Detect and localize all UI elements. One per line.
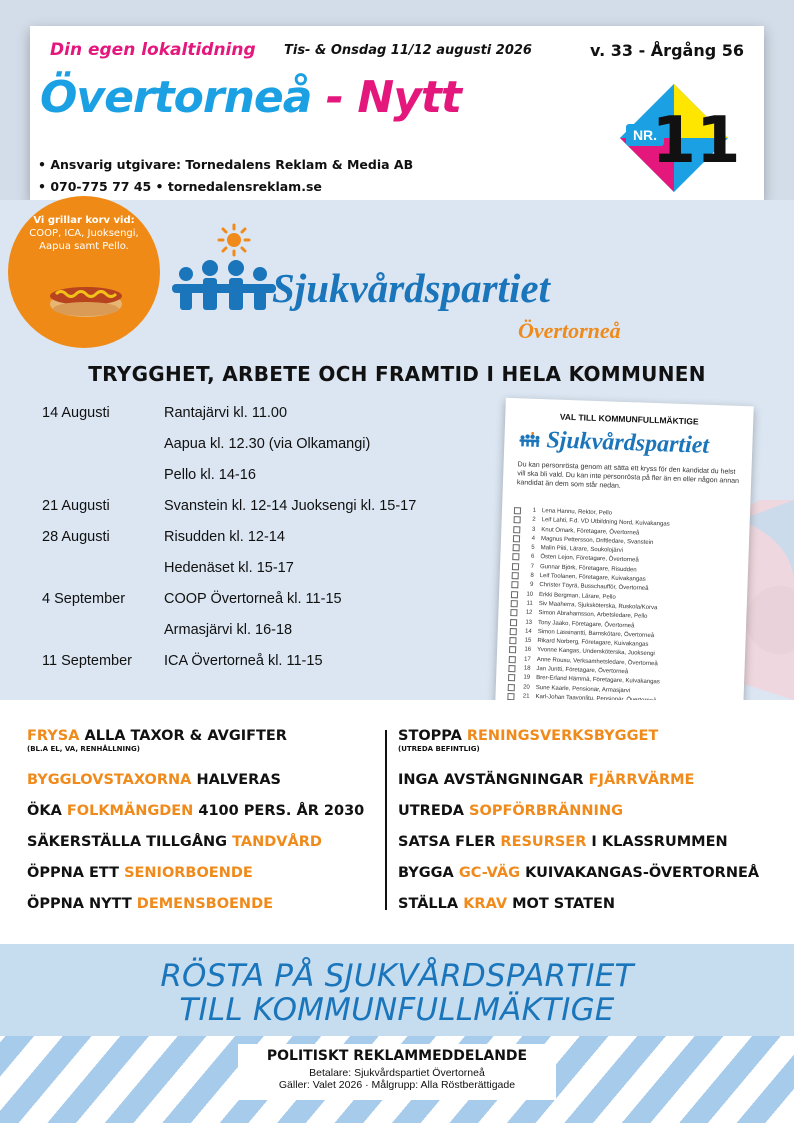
title-main: Övertorneå <box>40 72 312 123</box>
candidate-name: Brer-Erland Hämmä, Företagare, Kuivakangas <box>536 675 660 686</box>
policy-highlight: SOPFÖRBRÄNNING <box>469 803 623 819</box>
policy-text: UTREDA <box>398 803 470 819</box>
schedule-row <box>42 405 482 436</box>
candidate-name: Tony Jaako, Företagare, Övertorneå <box>537 619 635 629</box>
title-nytt: Nytt <box>357 72 461 123</box>
policy-highlight: SENIORBOENDE <box>124 865 253 881</box>
candidate-checkbox <box>511 581 518 588</box>
ballot-instructions: Du kan personrösta genom att sätta ett kryss för den kandidat du helst vill ska bli vald. Du kan inte personrösta på fler än en eller någon annan kandidat än dem som står nedan. <box>516 461 740 490</box>
policy-highlight: FJÄRRVÄRME <box>588 772 695 788</box>
title-dash: - <box>325 72 344 123</box>
disclaimer-scope: Gäller: Valet 2026 · Målgrupp: Alla Röstberättigade <box>278 1079 516 1091</box>
party-people-icon <box>518 431 541 448</box>
candidate-name: Rikard Norberg, Företagare, Kuivakangas <box>537 638 649 649</box>
candidate-name: Anne Rousu, Verksamhetsledare, Övertorneå <box>536 656 658 667</box>
policy-text: ÖKA <box>27 803 67 819</box>
candidate-checkbox <box>508 674 515 681</box>
column-divider <box>385 730 387 910</box>
candidate-number: 7 <box>530 563 535 570</box>
masthead-card <box>30 26 764 202</box>
candidate-number: 3 <box>531 526 536 533</box>
policy-text: STÄLLA <box>398 896 464 912</box>
candidate-number: 18 <box>523 665 531 672</box>
candidate-name: Simon Abrahamsson, Arbetsledare, Pello <box>538 610 648 621</box>
sausage-locations: COOP, ICA, Juoksengi, Aapua samt Pello. <box>29 228 139 252</box>
issue-number-badge <box>618 82 741 194</box>
party-name: Sjukvårdspartiet <box>272 265 550 311</box>
sausage-grill-badge <box>8 196 160 348</box>
volume-info: v. 33 - Årgång 56 <box>589 41 744 60</box>
candidate-name: Simon Lassinantti, Barnskötare, Övertorneå <box>537 628 655 639</box>
candidate-number: 21 <box>522 693 530 700</box>
candidate-number: 8 <box>530 572 534 579</box>
candidate-list <box>507 506 740 728</box>
candidate-number: 14 <box>524 628 532 635</box>
tour-schedule <box>42 405 482 684</box>
candidate-number: 20 <box>523 684 530 691</box>
schedule-place: Pello kl. 14-16 <box>164 467 256 483</box>
candidate-checkbox <box>513 526 520 533</box>
schedule-place: Risudden kl. 12-14 <box>164 529 285 545</box>
policy-highlight: GC-VÄG <box>458 865 521 881</box>
schedule-row <box>42 622 482 653</box>
schedule-place: Aapua kl. 12.30 (via Olkamangi) <box>164 436 371 452</box>
policy-text: INGA AVSTÄNGNINGAR <box>398 772 589 788</box>
issue-label: NR. <box>632 127 658 143</box>
schedule-date: 11 September <box>42 653 133 669</box>
policy-text: ÖPPNA NYTT <box>27 896 137 912</box>
candidate-number: 13 <box>525 619 533 626</box>
candidate-number: 12 <box>525 609 533 617</box>
candidate-number: 2 <box>532 517 536 524</box>
candidate-name: Sune Kaarle, Pensionär, Armasjärvi <box>535 684 631 694</box>
disclaimer-title: POLITISKT REKLAMMEDDELANDE <box>266 1048 528 1064</box>
candidate-checkbox <box>510 619 517 626</box>
candidate-name: Knut Omark, Företagare, Övertorneå <box>541 526 640 537</box>
policy-text: ALLA TAXOR & AVGIFTER <box>79 728 287 744</box>
candidate-name: Gunnar Björk, Företagare, Risudden <box>539 563 637 574</box>
schedule-row <box>42 591 482 622</box>
schedule-date: 4 September <box>42 591 126 607</box>
schedule-row <box>42 436 482 467</box>
policy-item <box>27 803 383 834</box>
candidate-number: 19 <box>523 674 531 682</box>
tagline: Din egen lokaltidning <box>50 40 256 60</box>
policy-highlight: DEMENSBOENDE <box>136 896 274 912</box>
policy-item <box>398 896 784 927</box>
schedule-place: Hedenäset kl. 15-17 <box>164 560 294 576</box>
policy-text: KUIVAKANGAS-ÖVERTORNEÅ <box>520 865 760 881</box>
candidate-checkbox <box>510 609 517 616</box>
candidate-checkbox <box>509 656 516 663</box>
hotdog-icon <box>46 272 126 322</box>
policy-highlight: FOLKMÄNGDEN <box>66 803 194 819</box>
publisher-info <box>38 154 413 198</box>
policy-text: STOPPA <box>398 728 467 744</box>
candidate-checkbox <box>508 684 515 691</box>
candidate-name: Magnus Pettersson, Driftledare, Svanstein <box>540 535 654 546</box>
policy-text: MOT STATEN <box>507 896 616 912</box>
schedule-date: 28 Augusti <box>42 529 110 545</box>
policy-text: 4100 PERS. ÅR 2030 <box>193 803 365 819</box>
candidate-number: 6 <box>530 554 535 561</box>
schedule-place: Svanstein kl. 12-14 Juoksengi kl. 15-17 <box>164 498 417 514</box>
policy-highlight: BYGGLOVSTAXORNA <box>27 772 192 788</box>
candidate-number: 10 <box>526 591 534 598</box>
policy-text: SATSA FLER <box>398 834 501 850</box>
schedule-place: Armasjärvi kl. 16-18 <box>164 622 293 638</box>
policy-note: (UTREDA BEFINTLIG) <box>398 745 480 753</box>
party-logo <box>170 222 660 352</box>
schedule-date: 14 Augusti <box>42 405 110 421</box>
vote-call-line-2: TILL KOMMUNFULLMÄKTIGE <box>179 992 615 1028</box>
policy-section <box>0 700 794 944</box>
issue-number: 11 <box>651 104 741 178</box>
policy-column-right <box>398 728 784 927</box>
candidate-name: Erkki Bergman, Lärare, Pello <box>538 591 616 601</box>
schedule-place: ICA Övertorneå kl. 11-15 <box>164 653 323 669</box>
policy-item <box>27 865 383 896</box>
policy-item <box>398 834 784 865</box>
candidate-checkbox <box>514 507 521 514</box>
candidate-number: 15 <box>524 637 532 644</box>
policy-item <box>27 896 383 927</box>
schedule-row <box>42 653 482 684</box>
candidate-number: 9 <box>529 582 534 589</box>
policy-item <box>398 865 784 896</box>
party-municipality: Övertorneå <box>518 318 621 343</box>
candidate-number: 11 <box>526 600 533 607</box>
candidate-name: Yvonne Kangas, Undersköterska, Juoksengi <box>536 647 655 658</box>
policy-text: BYGGA <box>398 865 459 881</box>
schedule-date: 21 Augusti <box>42 498 110 514</box>
candidate-checkbox <box>512 554 519 561</box>
vote-call-line-1: RÖSTA PÅ SJUKVÅRDSPARTIET <box>160 958 634 994</box>
candidate-checkbox <box>513 535 520 542</box>
policy-highlight: TANDVÅRD <box>232 834 322 850</box>
disclaimer-payer: Betalare: Sjukvårdspartiet Övertorneå <box>309 1067 485 1079</box>
policy-note: (BL.A EL, VA, RENHÅLLNING) <box>27 745 140 753</box>
policy-item <box>27 834 383 865</box>
candidate-name: Östen Lejon, Företagare, Övertorneå <box>540 554 639 564</box>
candidate-checkbox <box>510 628 517 635</box>
campaign-slogan: TRYGGHET, ARBETE OCH FRAMTID I HELA KOMMUNEN <box>88 362 706 386</box>
schedule-row <box>42 529 482 560</box>
policy-text: I KLASSRUMMEN <box>586 834 728 850</box>
policy-text: HALVERAS <box>191 772 281 788</box>
policy-item <box>27 772 383 803</box>
candidate-checkbox <box>508 665 515 672</box>
policy-highlight: FRYSA <box>27 728 80 744</box>
candidate-name: Lena Hannu, Rektor, Pello <box>541 508 613 517</box>
candidate-name: Jan Juntti, Företagare, Övertorneå <box>536 666 629 676</box>
vote-banner <box>0 944 794 1123</box>
candidate-number: 16 <box>524 647 532 654</box>
candidate-number: 4 <box>531 535 536 542</box>
candidate-checkbox <box>511 600 518 607</box>
policy-highlight: KRAV <box>463 896 508 912</box>
publisher-line: • Ansvarig utgivare: Tornedalens Reklam & Media AB <box>38 157 414 172</box>
policy-column-left <box>27 728 383 927</box>
candidate-checkbox <box>513 544 520 551</box>
policy-item <box>27 728 383 772</box>
policy-highlight: RENINGSVERKSBYGGET <box>466 728 659 744</box>
ballot-title: VAL TILL KOMMUNFULLMÄKTIGE <box>559 411 699 427</box>
candidate-name: Leif Toolanen, Företagare, Kuivakangas <box>539 573 646 583</box>
policy-highlight: RESURSER <box>500 834 587 850</box>
candidate-checkbox <box>511 591 518 598</box>
policy-item <box>398 728 784 772</box>
candidate-number: 1 <box>532 507 537 514</box>
schedule-place: Rantajärvi kl. 11.00 <box>164 405 288 421</box>
schedule-row <box>42 560 482 591</box>
schedule-row <box>42 498 482 529</box>
candidate-checkbox <box>514 516 521 523</box>
issue-date: Tis- & Onsdag 11/12 augusti 2026 <box>284 43 532 58</box>
policy-item <box>398 772 784 803</box>
candidate-name: Leif Lahti, F.d. VD Utbildning Nord, Kuivakangas <box>541 517 670 528</box>
candidate-number: 5 <box>531 544 535 552</box>
candidate-name: Christer Töyrä, Busschaufför, Övertorneå <box>539 582 649 593</box>
schedule-place: COOP Övertorneå kl. 11-15 <box>164 591 342 607</box>
candidate-checkbox <box>512 563 519 570</box>
candidate-checkbox <box>509 637 516 644</box>
ballot-party-name: Sjukvårdspartiet <box>545 427 710 459</box>
candidate-name: Malin Piiti, Lärare, Soukolojärvi <box>540 545 624 555</box>
party-people-sun-icon <box>170 222 280 322</box>
policy-text: SÄKERSTÄLLA TILLGÅNG <box>27 834 233 850</box>
candidate-checkbox <box>509 646 516 653</box>
candidate-name: Siv Maaherra, Sjuksköterska, Ruskola/Korva <box>538 601 658 612</box>
sausage-lead: Vi grillar korv vid: <box>33 215 135 226</box>
schedule-row <box>42 467 482 498</box>
ballot-paper <box>494 398 754 740</box>
ballot-logo <box>518 426 710 460</box>
candidate-number: 17 <box>523 656 531 663</box>
masthead <box>0 0 794 230</box>
policy-text: ÖPPNA ETT <box>27 865 125 881</box>
newspaper-title <box>40 72 461 123</box>
contact-line: • 070-775 77 45 • tornedalensreklam.se <box>38 179 322 194</box>
candidate-checkbox <box>512 572 519 579</box>
policy-item <box>398 803 784 834</box>
